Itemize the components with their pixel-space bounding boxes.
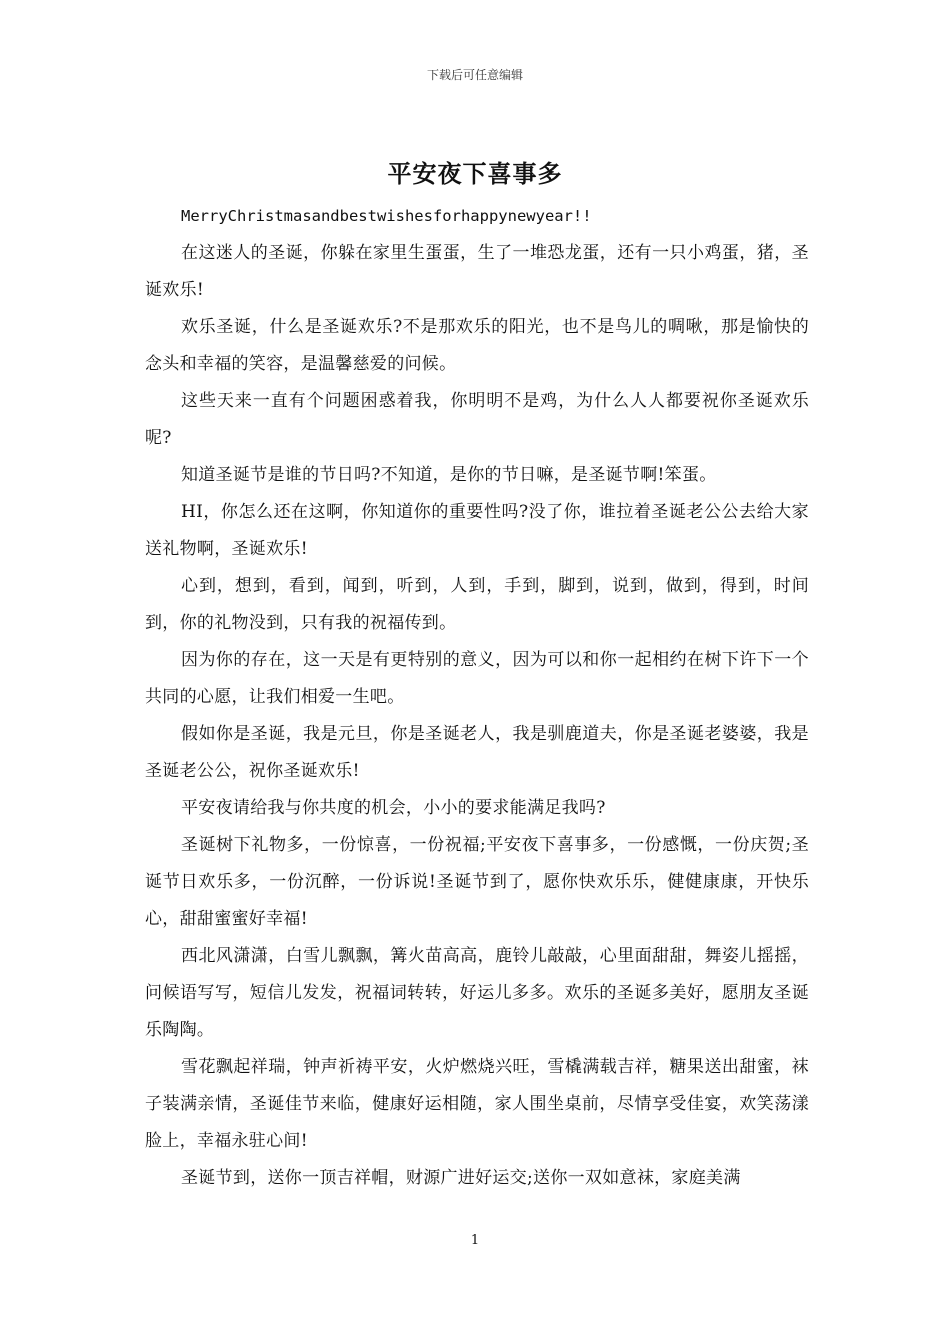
document-title: 平安夜下喜事多 bbox=[387, 159, 563, 188]
paragraph: 假如你是圣诞，我是元旦，你是圣诞老人，我是驯鹿道夫，你是圣诞老婆婆，我是圣诞老公公，祝你圣诞欢乐! bbox=[145, 724, 809, 781]
header-note: 下载后可任意编辑 bbox=[426, 68, 523, 82]
paragraph: 知道圣诞节是谁的节日吗?不知道，是你的节日嘛，是圣诞节啊!笨蛋。 bbox=[181, 465, 717, 485]
paragraph: 欢乐圣诞，什么是圣诞欢乐?不是那欢乐的阳光，也不是鸟儿的啁啾，那是愉快的念头和幸福的笑容，是温馨慈爱的问候。 bbox=[145, 317, 809, 374]
paragraph: 圣诞节到，送你一顶吉祥帽，财源广进好运交;送你一双如意袜，家庭美满 bbox=[181, 1168, 741, 1188]
paragraph: 雪花飘起祥瑞，钟声祈祷平安，火炉燃烧兴旺，雪橇满载吉祥，糖果送出甜蜜，袜子装满亲情，圣诞佳节来临，健康好运相随，家人围坐桌前，尽情享受佳宴，欢笑荡漾脸上，幸福永驻心间! bbox=[145, 1057, 809, 1151]
paragraph: 圣诞树下礼物多，一份惊喜，一份祝福;平安夜下喜事多，一份感慨，一份庆贺;圣诞节日欢乐多，一份沉醉，一份诉说!圣诞节到了，愿你快欢乐乐，健健康康，开快乐心，甜甜蜜蜜好幸福! bbox=[145, 835, 809, 929]
paragraph: 这些天来一直有个问题困惑着我，你明明不是鸡，为什么人人都要祝你圣诞欢乐呢? bbox=[145, 391, 809, 448]
paragraph: MerryChristmasandbestwishesforhappynewyear!! bbox=[181, 207, 592, 225]
paragraph: 西北风潇潇，白雪儿飘飘，篝火苗高高，鹿铃儿敲敲，心里面甜甜，舞姿儿摇摇，问候语写写，短信儿发发，祝福词转转，好运儿多多。欢乐的圣诞多美好，愿朋友圣诞乐陶陶。 bbox=[145, 946, 809, 1040]
paragraph: 平安夜请给我与你共度的机会，小小的要求能满足我吗? bbox=[181, 798, 606, 818]
paragraph: 因为你的存在，这一天是有更特别的意义，因为可以和你一起相约在树下许下一个共同的心愿，让我们相爱一生吧。 bbox=[145, 650, 809, 707]
paragraph: 心到，想到，看到，闻到，听到，人到，手到，脚到，说到，做到，得到，时间到，你的礼物没到，只有我的祝福传到。 bbox=[145, 576, 809, 633]
document-body bbox=[145, 198, 809, 1197]
page-number: 1 bbox=[470, 1233, 480, 1248]
paragraph: 在这迷人的圣诞，你躲在家里生蛋蛋，生了一堆恐龙蛋，还有一只小鸡蛋，猪，圣诞欢乐! bbox=[145, 243, 809, 300]
paragraph: HI，你怎么还在这啊，你知道你的重要性吗?没了你，谁拉着圣诞老公公去给大家送礼物啊，圣诞欢乐! bbox=[145, 502, 809, 559]
